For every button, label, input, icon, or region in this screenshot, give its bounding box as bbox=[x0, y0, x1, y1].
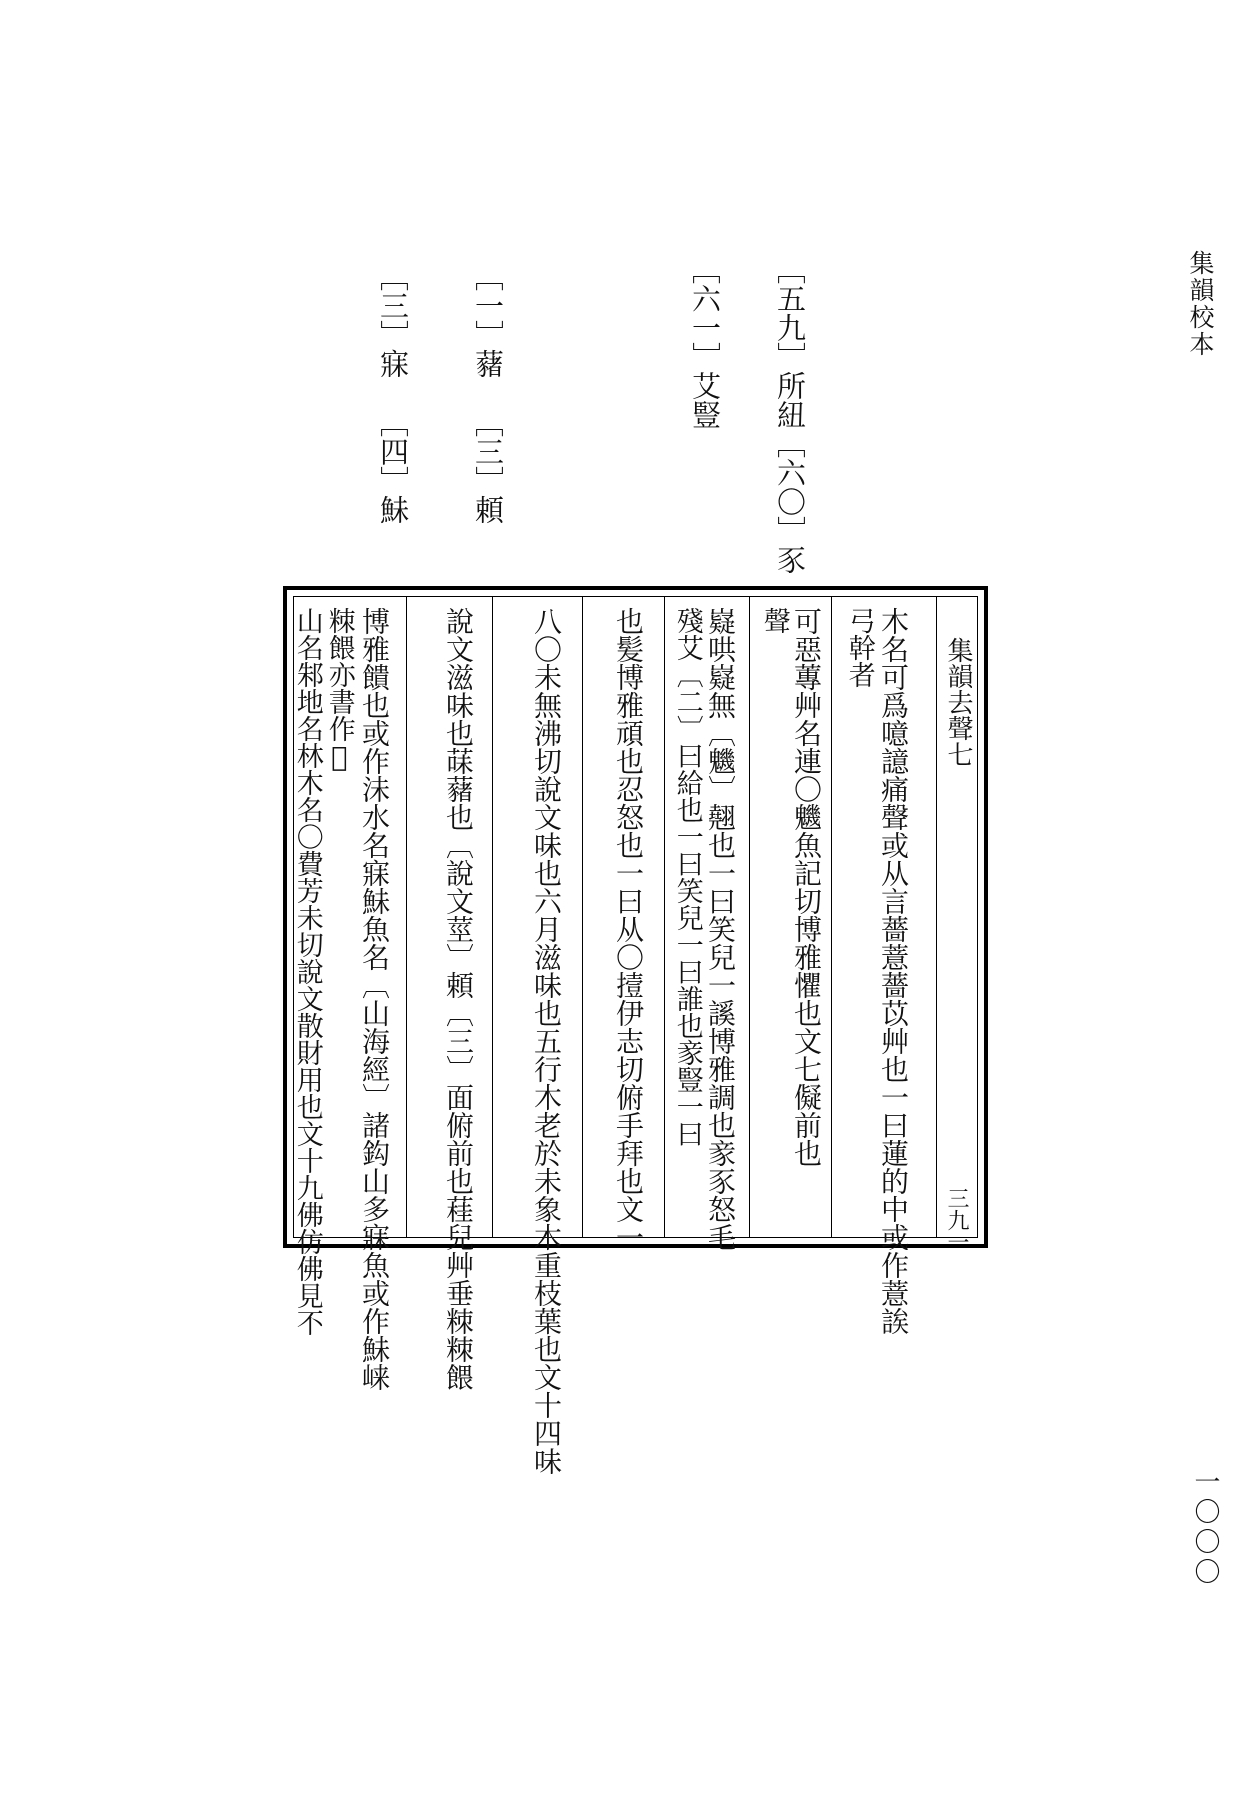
column-text: 八〇未無沸切說文味也六月滋味也五行木老於未象木重枝葉也文十四味 bbox=[530, 607, 563, 1475]
column-rule bbox=[664, 597, 665, 1237]
column-text: 也髪博雅頑也忍怒也一曰从〇撎伊志切俯手拜也文一 bbox=[612, 607, 645, 1251]
collation-note-text: ［五九］所紐［六〇］豕 bbox=[773, 255, 807, 574]
column-text: 弓幹者 bbox=[843, 607, 875, 688]
text-column-5 bbox=[704, 607, 737, 1251]
collation-note-1 bbox=[471, 262, 505, 524]
column-text: 木名可爲噫譩痛聲或从言薔薏薔苡艸也一曰蓮的中或作薏誒 bbox=[877, 607, 910, 1335]
collation-note-59 bbox=[773, 255, 807, 574]
inner-frame bbox=[291, 596, 978, 1475]
collation-note-text-2: ［四］鮇 bbox=[376, 408, 410, 524]
fishtail-margin bbox=[936, 597, 977, 1253]
column-rule bbox=[406, 597, 407, 1237]
collation-note-text: ［一］藸 bbox=[471, 262, 505, 378]
page-folio: 一〇〇〇 bbox=[1190, 1468, 1220, 1588]
column-text: 聲 bbox=[758, 607, 790, 634]
column-rule bbox=[831, 597, 832, 1237]
text-column-1 bbox=[877, 607, 910, 1335]
text-column-10 bbox=[358, 607, 391, 1391]
collation-note-text-2: ［三］頼 bbox=[471, 408, 505, 524]
column-text: 殘艾〔二〕曰給也一曰笑兒一曰誰也豙豎一曰 bbox=[671, 607, 703, 1147]
column-text: 說文滋味也菋藸也〔說文莖〕頼〔三〕面俯前也蓕兒艸垂䊂䊂餵 bbox=[442, 607, 475, 1391]
running-head: 集韻校本 bbox=[1186, 250, 1215, 358]
collation-note-text: ［六一］艾豎 bbox=[688, 255, 722, 429]
text-column-4 bbox=[759, 607, 789, 1247]
text-column-11 bbox=[324, 607, 354, 1247]
text-column-3 bbox=[790, 607, 823, 1247]
fishtail-folio: 三九一 bbox=[944, 1187, 969, 1253]
collation-note-61 bbox=[688, 255, 722, 429]
column-text: 䊂餵亦書作𥺸 bbox=[323, 607, 355, 773]
text-column-12 bbox=[291, 607, 323, 1336]
column-rule bbox=[492, 597, 493, 1237]
collation-note-text: ［三］寐 bbox=[376, 262, 410, 378]
column-rule bbox=[749, 597, 750, 1237]
text-column-7 bbox=[612, 607, 645, 1251]
column-text: 山名邾地名林木名〇費芳未切說文散財用也文十九佛仿佛見不 bbox=[291, 607, 323, 1336]
column-rule bbox=[582, 597, 583, 1237]
text-column-2 bbox=[844, 607, 874, 1247]
text-column-9 bbox=[442, 607, 475, 1391]
collation-note-3 bbox=[376, 262, 410, 524]
column-text: 嶷哄嶷無〔魕〕翹也一曰笑兒一謑博雅調也豙豕怒毛 bbox=[704, 607, 737, 1251]
column-text: 可惡蓴艸名連〇魕魚記切博雅懼也文七儗前也 bbox=[790, 607, 823, 1167]
column-text: 博雅饋也或作沬水名寐鮇魚名〔山海經〕諸鈎山多寐魚或作鮇崃 bbox=[358, 607, 391, 1391]
woodblock-page bbox=[283, 586, 988, 1475]
text-column-6 bbox=[672, 607, 702, 1247]
fishtail-title: 集韻去聲七 bbox=[943, 637, 973, 767]
text-column-8 bbox=[530, 607, 563, 1475]
